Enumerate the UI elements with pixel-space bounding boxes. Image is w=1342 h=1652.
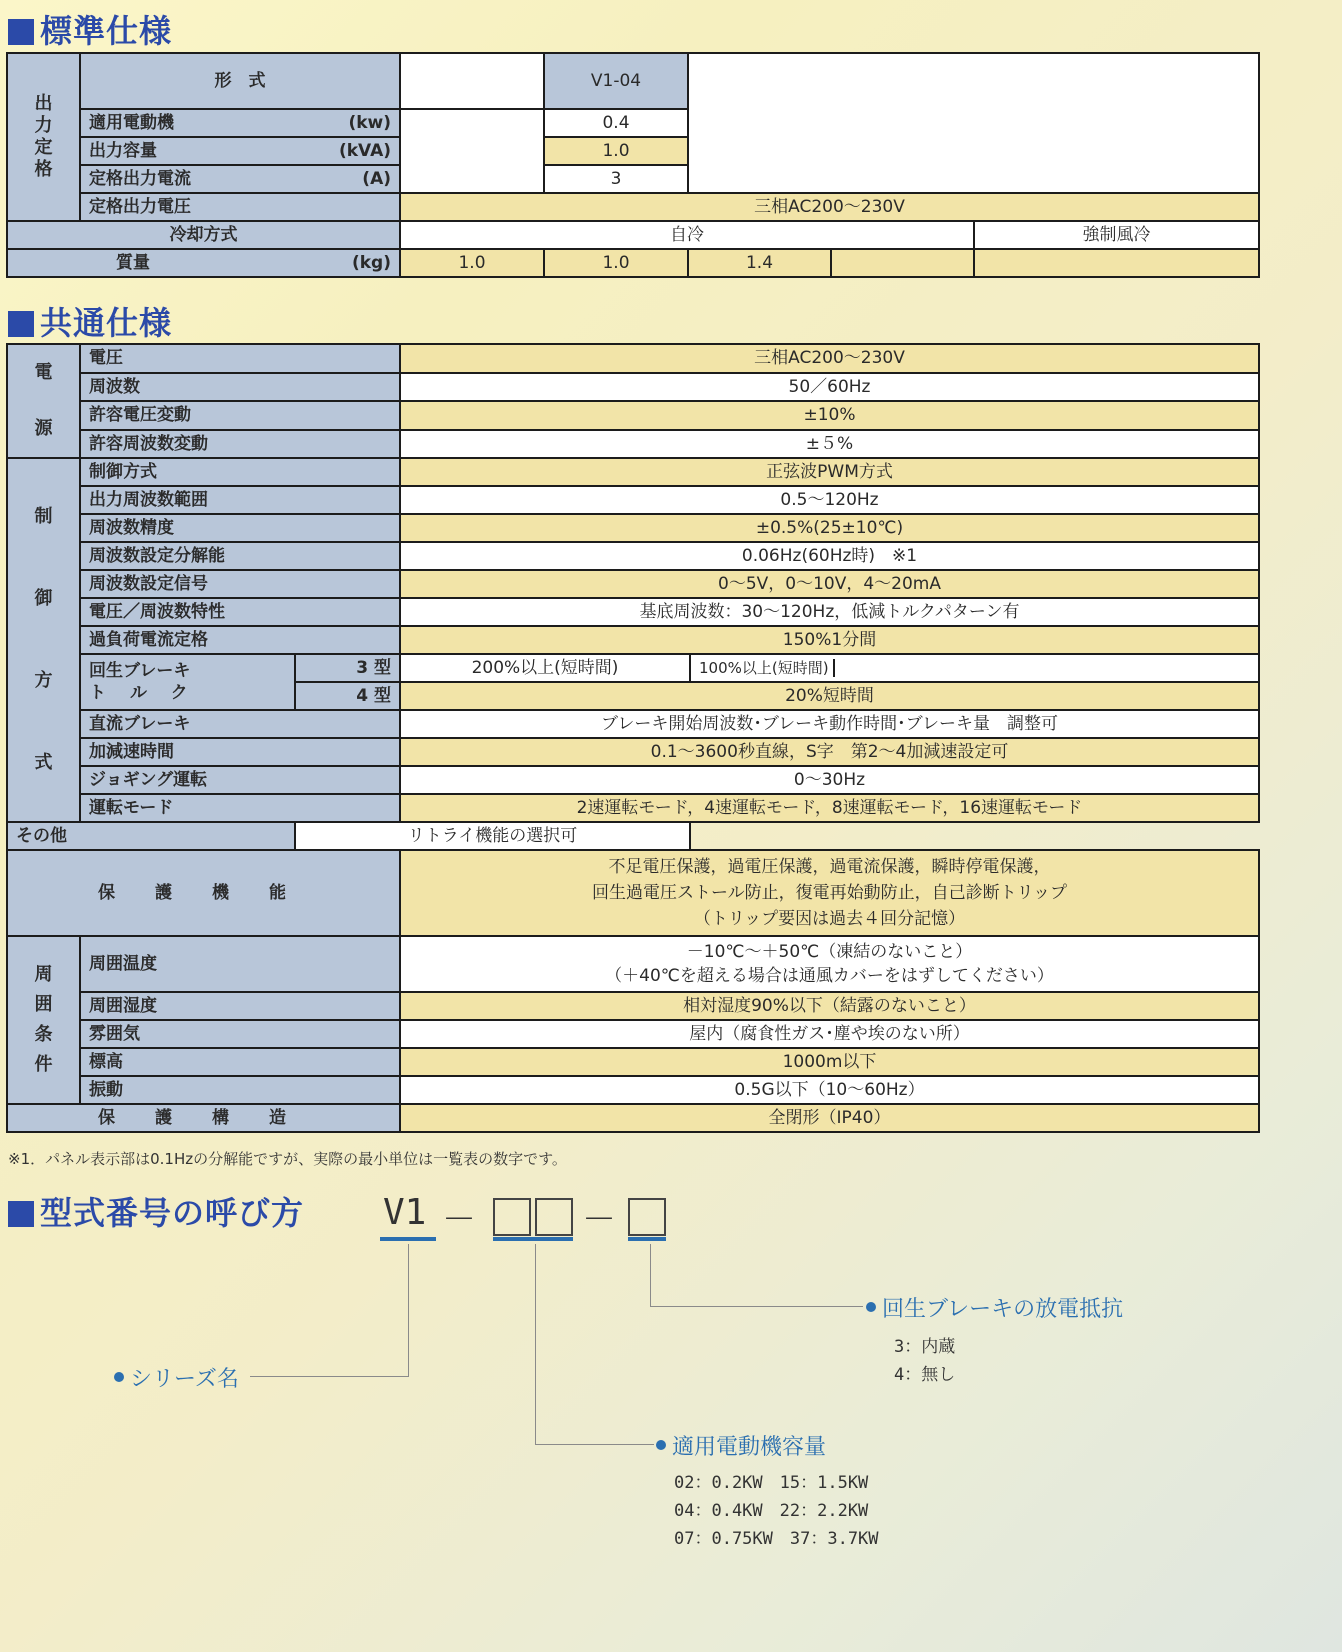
motor-label: 適用電動機 (kw) (80, 109, 400, 137)
accel-value: 0.1～3600秒直線，S字 第2～4加減速設定可 (400, 738, 1259, 766)
standard-spec-table (6, 52, 1260, 278)
regen-type4-value: 20%短時間 (400, 682, 1259, 710)
freq-resolution-value: 0.06Hz(60Hz時) ※1 (400, 542, 1259, 570)
atmosphere-value: 屋内（腐食性ガス･塵や埃のない所） (400, 1020, 1259, 1048)
protection-value: 不足電圧保護，過電圧保護，過電流保護，瞬時停電保護， 回生過電圧ストール防止，復電再始動防止，自己診断トリップ （トリップ要因は過去４回分記憶） (400, 850, 1259, 936)
standard-spec-heading: 標準仕様 (8, 6, 172, 52)
accel-label: 加減速時間 (80, 738, 400, 766)
control-method-label: 制御方式 (80, 458, 400, 486)
power-group-label: 電 源 (7, 344, 80, 458)
series-label: シリーズ名 (114, 1362, 239, 1393)
freq-accuracy-label: 周波数精度 (80, 514, 400, 542)
overload-label: 過負荷電流定格 (80, 626, 400, 654)
capacity-label: 出力容量 (kVA) (80, 137, 400, 165)
capacity-box-2 (535, 1198, 573, 1236)
other-value: リトライ機能の選択可 (295, 822, 690, 850)
protection-label: 保護機能 (7, 850, 400, 936)
freq-resolution-label: 周波数設定分解能 (80, 542, 400, 570)
cooling-label: 冷却方式 (7, 221, 400, 249)
voltage-label: 電圧 (80, 344, 400, 373)
structure-label: 保護構造 (7, 1104, 400, 1132)
output-rating-label: 出力定格 (7, 53, 80, 221)
common-spec-table (6, 343, 1260, 1133)
jog-label: ジョギング運転 (80, 766, 400, 794)
series-connector (250, 1244, 409, 1377)
regen-brake-label: 回生ブレーキ トルク (80, 654, 295, 710)
cooling-forced-value: 強制風冷 (974, 221, 1259, 249)
freq-fluct-label: 許容周波数変動 (80, 430, 400, 459)
vf-char-label: 電圧／周波数特性 (80, 598, 400, 626)
freq-signal-label: 周波数設定信号 (80, 570, 400, 598)
freq-range-label: 出力周波数範囲 (80, 486, 400, 514)
model-value: V1-04 (544, 53, 688, 109)
mass-value-3: 1.4 (688, 249, 831, 277)
humidity-label: 周囲湿度 (80, 992, 400, 1020)
run-mode-value: 2速運転モード，4速運転モード，8速運転モード，16速運転モード (400, 794, 1259, 822)
atmosphere-label: 雰囲気 (80, 1020, 400, 1048)
capacity-option-2: 04：0.4KW 22：2.2KW (674, 1501, 869, 1521)
regen-type3-label: 3 型 (295, 654, 400, 682)
capacity-box-1 (493, 1198, 531, 1236)
capacity-connector (535, 1244, 654, 1445)
freq-signal-value: 0～5V，0～10V，4～20mA (400, 570, 1259, 598)
freq-range-value: 0.5～120Hz (400, 486, 1259, 514)
voltage-value: 三相AC200～230V (400, 344, 1259, 373)
dc-brake-label: 直流ブレーキ (80, 710, 400, 738)
model-dash-1: － (442, 1200, 476, 1240)
altitude-label: 標高 (80, 1048, 400, 1076)
rated-voltage-value: 三相AC200～230V (400, 193, 1259, 221)
ambient-group-label: 周 囲 条 件 (7, 936, 80, 1104)
control-group-label: 制 御 方 式 (7, 458, 80, 822)
regen-type3-value-b: 100%以上(短時間) (690, 654, 1259, 682)
vf-char-value: 基底周波数：30～120Hz，低減トルクパターン有 (400, 598, 1259, 626)
capacity-value: 1.0 (544, 137, 688, 165)
control-method-value: 正弦波PWM方式 (400, 458, 1259, 486)
frequency-value: 50／60Hz (400, 373, 1259, 402)
freq-fluct-value: ±５% (400, 430, 1259, 459)
overload-value: 150%1分間 (400, 626, 1259, 654)
heading-square-icon (8, 1201, 34, 1227)
footnote: ※1．パネル表示部は0.1Hzの分解能ですが、実際の最小単位は一覧表の数字です。 (8, 1150, 567, 1168)
resistor-box (628, 1198, 666, 1236)
temp-label: 周囲温度 (80, 936, 400, 992)
structure-value: 全閉形（IP40） (400, 1104, 1259, 1132)
vibration-label: 振動 (80, 1076, 400, 1104)
model-prefix: V1 (383, 1192, 427, 1233)
motor-value: 0.4 (544, 109, 688, 137)
capacity-label: 適用電動機容量 (656, 1430, 826, 1461)
capacity-underline (493, 1237, 573, 1241)
common-spec-heading: 共通仕様 (8, 298, 172, 344)
series-underline (380, 1237, 436, 1241)
humidity-value: 相対湿度90%以下（結露のないこと） (400, 992, 1259, 1020)
frequency-label: 周波数 (80, 373, 400, 402)
volt-fluct-label: 許容電圧変動 (80, 401, 400, 430)
mass-value-2: 1.0 (544, 249, 688, 277)
current-label: 定格出力電流 (A) (80, 165, 400, 193)
resistor-option-1: 3：内蔵 (894, 1337, 956, 1357)
model-dash-2: － (582, 1200, 616, 1240)
dc-brake-value: ブレーキ開始周波数･ブレーキ動作時間･ブレーキ量 調整可 (400, 710, 1259, 738)
resistor-underline (628, 1237, 666, 1241)
other-label: その他 (7, 822, 295, 850)
resistor-connector (650, 1244, 863, 1307)
current-value: 3 (544, 165, 688, 193)
capacity-option-1: 02：0.2KW 15：1.5KW (674, 1473, 869, 1493)
altitude-value: 1000m以下 (400, 1048, 1259, 1076)
capacity-option-3: 07：0.75KW 37：3.7KW (674, 1529, 879, 1549)
heading-square-icon (8, 311, 34, 337)
resistor-label: 回生ブレーキの放電抵抗 (866, 1292, 1123, 1323)
temp-value: －10℃～＋50℃（凍結のないこと） （＋40℃を超える場合は通風カバーをはずしてください） (400, 936, 1259, 992)
jog-value: 0～30Hz (400, 766, 1259, 794)
freq-accuracy-value: ±0.5%(25±10℃) (400, 514, 1259, 542)
volt-fluct-value: ±10% (400, 401, 1259, 430)
bullet-icon (866, 1302, 876, 1312)
model-code-heading: 型式番号の呼び方 (8, 1188, 304, 1234)
model-label: 形 式 (80, 53, 400, 109)
run-mode-label: 運転モード (80, 794, 400, 822)
regen-type3-value-a: 200%以上(短時間) (400, 654, 690, 682)
heading-square-icon (8, 19, 34, 45)
cooling-self-value: 自冷 (400, 221, 974, 249)
bullet-icon (656, 1440, 666, 1450)
regen-type4-label: 4 型 (295, 682, 400, 710)
resistor-option-2: 4：無し (894, 1365, 956, 1385)
bullet-icon (114, 1372, 124, 1382)
voltage-label: 定格出力電圧 (80, 193, 400, 221)
mass-label: 質量 (kg) (7, 249, 400, 277)
vibration-value: 0.5G以下（10～60Hz） (400, 1076, 1259, 1104)
mass-value-1: 1.0 (400, 249, 544, 277)
